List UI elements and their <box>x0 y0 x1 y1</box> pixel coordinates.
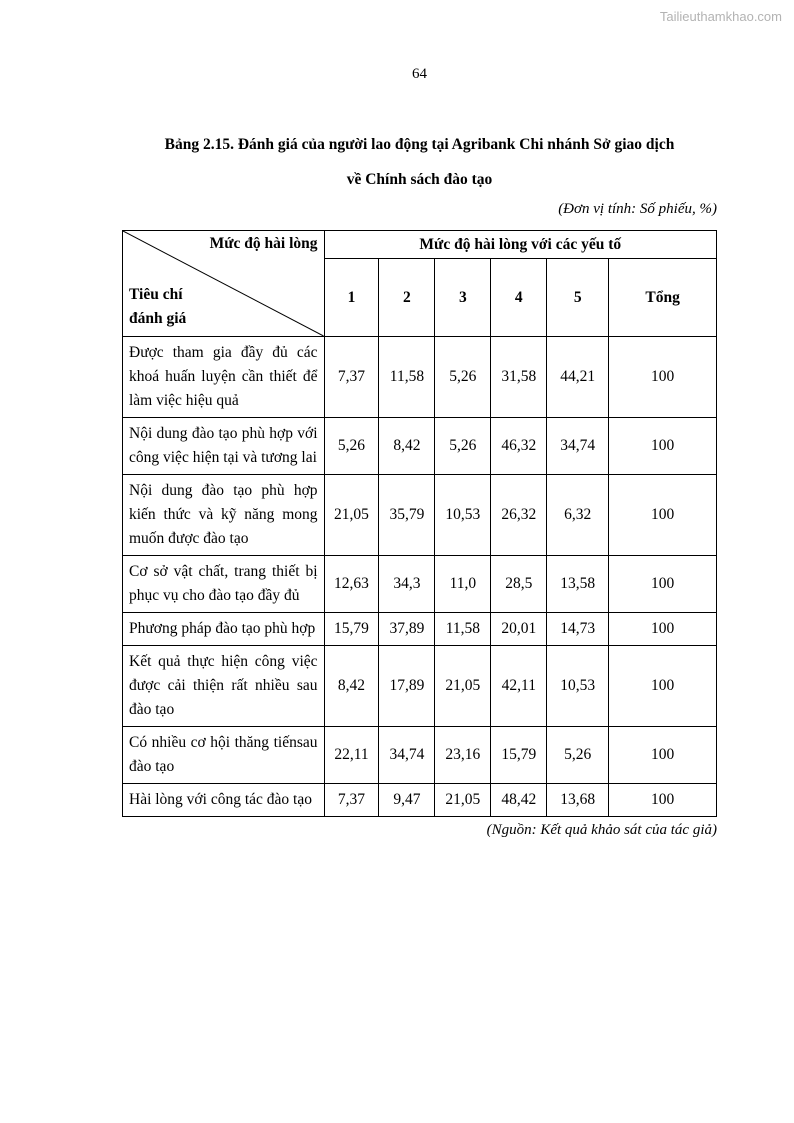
total-cell: 100 <box>609 556 717 613</box>
group-header: Mức độ hài lòng với các yếu tố <box>324 231 716 259</box>
table-row <box>123 613 717 646</box>
value-cell: 12,63 <box>324 556 379 613</box>
value-cell: 37,89 <box>379 613 435 646</box>
column-header-2: 2 <box>379 259 435 337</box>
diagonal-label-bottom-line2: đánh giá <box>129 309 187 327</box>
value-cell: 5,26 <box>547 727 609 784</box>
value-cell: 5,26 <box>324 418 379 475</box>
total-cell: 100 <box>609 784 717 817</box>
total-cell: 100 <box>609 727 717 784</box>
value-cell: 34,74 <box>547 418 609 475</box>
evaluation-table <box>122 230 717 817</box>
table-row <box>123 556 717 613</box>
source-note: (Nguồn: Kết quả khảo sát của tác giả) <box>486 822 717 839</box>
value-cell: 13,58 <box>547 556 609 613</box>
unit-note: (Đơn vị tính: Số phiếu, %) <box>558 201 717 217</box>
table-title <box>122 127 717 197</box>
table-row <box>123 337 717 418</box>
criteria-cell: Kết quả thực hiện công việc được cải thiện rất nhiều sau đào tạo <box>123 646 325 727</box>
column-header-4: 4 <box>491 259 547 337</box>
table-row <box>123 475 717 556</box>
column-header-3: 3 <box>435 259 491 337</box>
total-cell: 100 <box>609 646 717 727</box>
value-cell: 5,26 <box>435 337 491 418</box>
total-cell: 100 <box>609 613 717 646</box>
value-cell: 15,79 <box>491 727 547 784</box>
criteria-cell: Hài lòng với công tác đào tạo <box>123 784 325 817</box>
table-row <box>123 727 717 784</box>
value-cell: 10,53 <box>547 646 609 727</box>
value-cell: 23,16 <box>435 727 491 784</box>
value-cell: 9,47 <box>379 784 435 817</box>
content-area <box>122 0 717 839</box>
value-cell: 21,05 <box>435 646 491 727</box>
value-cell: 42,11 <box>491 646 547 727</box>
value-cell: 22,11 <box>324 727 379 784</box>
total-cell: 100 <box>609 418 717 475</box>
criteria-cell: Nội dung đào tạo phù hợp với công việc hiện tại và tương lai <box>123 418 325 475</box>
value-cell: 5,26 <box>435 418 491 475</box>
value-cell: 11,0 <box>435 556 491 613</box>
total-cell: 100 <box>609 475 717 556</box>
value-cell: 34,74 <box>379 727 435 784</box>
column-header-1: 1 <box>324 259 379 337</box>
value-cell: 48,42 <box>491 784 547 817</box>
value-cell: 6,32 <box>547 475 609 556</box>
total-cell: 100 <box>609 337 717 418</box>
criteria-cell: Có nhiều cơ hội thăng tiếnsau đào tạo <box>123 727 325 784</box>
header-row-top <box>123 231 717 259</box>
diagonal-label-bottom <box>129 283 186 331</box>
value-cell: 11,58 <box>435 613 491 646</box>
value-cell: 44,21 <box>547 337 609 418</box>
value-cell: 13,68 <box>547 784 609 817</box>
value-cell: 20,01 <box>491 613 547 646</box>
value-cell: 17,89 <box>379 646 435 727</box>
value-cell: 7,37 <box>324 784 379 817</box>
table-row <box>123 646 717 727</box>
value-cell: 14,73 <box>547 613 609 646</box>
value-cell: 11,58 <box>379 337 435 418</box>
value-cell: 35,79 <box>379 475 435 556</box>
value-cell: 28,5 <box>491 556 547 613</box>
value-cell: 8,42 <box>324 646 379 727</box>
value-cell: 46,32 <box>491 418 547 475</box>
value-cell: 7,37 <box>324 337 379 418</box>
column-header-6: Tổng <box>609 259 717 337</box>
diagonal-header-cell <box>123 231 325 337</box>
criteria-cell: Cơ sở vật chất, trang thiết bị phục vụ cho đào tạo đầy đủ <box>123 556 325 613</box>
table-row <box>123 418 717 475</box>
column-header-5: 5 <box>547 259 609 337</box>
table-title-line2: về Chính sách đào tạo <box>346 171 493 188</box>
value-cell: 15,79 <box>324 613 379 646</box>
watermark: Tailieuthamkhao.com <box>659 9 782 24</box>
value-cell: 21,05 <box>435 784 491 817</box>
page-number: 64 <box>412 66 427 82</box>
table-row <box>123 784 717 817</box>
criteria-cell: Phương pháp đào tạo phù hợp <box>123 613 325 646</box>
value-cell: 8,42 <box>379 418 435 475</box>
diagonal-label-top: Mức độ hài lòng <box>209 235 318 252</box>
value-cell: 21,05 <box>324 475 379 556</box>
diagonal-label-bottom-line1: Tiêu chí <box>129 285 183 303</box>
value-cell: 26,32 <box>491 475 547 556</box>
table-title-line1: Bảng 2.15. Đánh giá của người lao động tại Agribank Chi nhánh Sở giao dịch <box>164 136 675 153</box>
criteria-cell: Được tham gia đầy đủ các khoá huấn luyện cần thiết để làm việc hiệu quả <box>123 337 325 418</box>
criteria-cell: Nội dung đào tạo phù hợp kiến thức và kỹ năng mong muốn được đào tạo <box>123 475 325 556</box>
value-cell: 31,58 <box>491 337 547 418</box>
value-cell: 34,3 <box>379 556 435 613</box>
value-cell: 10,53 <box>435 475 491 556</box>
